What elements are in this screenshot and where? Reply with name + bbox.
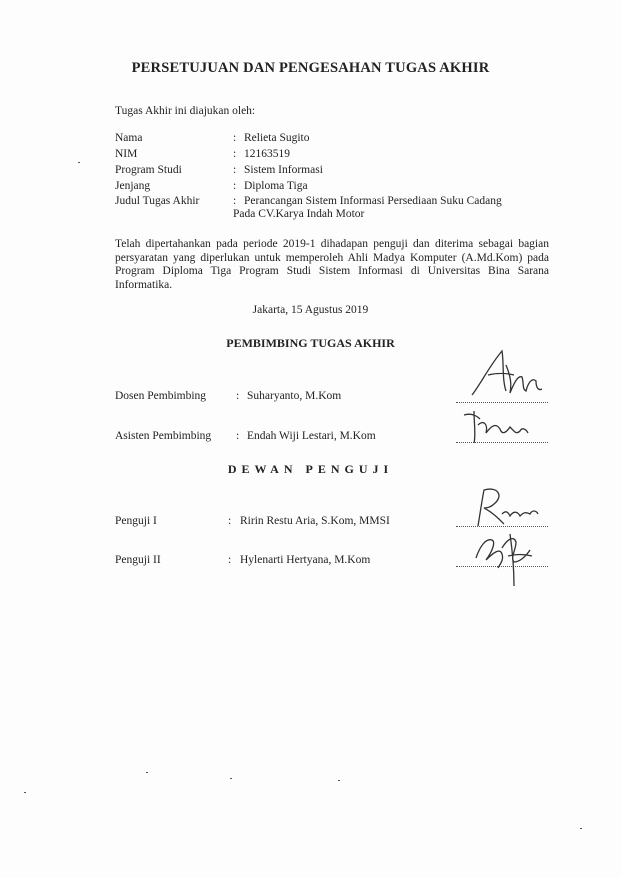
penguji-1-label: Penguji I — [115, 515, 157, 527]
colon: : — [236, 430, 240, 442]
name-label: Nama — [115, 132, 143, 144]
scan-speck — [580, 828, 582, 829]
colon: : — [233, 148, 237, 160]
nim-label: NIM — [115, 148, 138, 160]
intro-text: Tugas Akhir ini diajukan oleh: — [115, 105, 256, 117]
level-value: Diploma Tiga — [244, 180, 308, 192]
colon: : — [233, 195, 237, 207]
name-value: Relieta Sugito — [244, 132, 310, 144]
penguji-heading: DEWAN PENGUJI — [227, 462, 394, 476]
scan-speck — [338, 780, 340, 781]
approval-paragraph: Telah dipertahankan pada periode 2019-1 dihadapan penguji dan diterima sebagai bagian persyaratan yang diperlukan untuk memperoleh Ahli Madya Komputer (A.Md.Kom) pada Program Diploma Tiga Program Studi Sistem Informasi di Universitas Bina Sarana Informatika. — [115, 238, 549, 291]
colon: : — [228, 515, 232, 527]
signature-dosen-pembimbing — [462, 345, 552, 400]
colon: : — [233, 132, 237, 144]
colon: : — [233, 180, 237, 192]
colon: : — [236, 390, 240, 402]
scan-speck — [24, 792, 26, 793]
signature-line — [456, 402, 548, 403]
penguji-2-label: Penguji II — [115, 554, 161, 566]
program-label: Program Studi — [115, 164, 182, 176]
program-value: Sistem Informasi — [244, 164, 323, 176]
dosen-pembimbing-name: Suharyanto, M.Kom — [247, 390, 342, 402]
asisten-pembimbing-label: Asisten Pembimbing — [115, 430, 212, 442]
scan-speck — [230, 778, 232, 779]
nim-value: 12163519 — [244, 148, 290, 160]
penguji-1-name: Ririn Restu Aria, S.Kom, MMSI — [240, 515, 390, 527]
scan-speck — [78, 162, 80, 163]
document-title: PERSETUJUAN DAN PENGESAHAN TUGAS AKHIR — [131, 60, 490, 76]
thesis-title-label: Judul Tugas Akhir — [115, 195, 200, 207]
signature-penguji-2 — [470, 528, 550, 588]
scan-speck — [146, 772, 148, 773]
signature-asisten-pembimbing — [460, 405, 550, 450]
colon: : — [228, 554, 232, 566]
pembimbing-heading: PEMBIMBING TUGAS AKHIR — [226, 336, 395, 350]
colon: : — [233, 164, 237, 176]
asisten-pembimbing-name: Endah Wiji Lestari, M.Kom — [247, 430, 376, 442]
signature-penguji-1 — [468, 484, 558, 529]
thesis-title-value: Perancangan Sistem Informasi Persediaan Suku Cadang — [244, 195, 502, 207]
thesis-title-value-line2: Pada CV.Karya Indah Motor — [233, 208, 365, 220]
penguji-2-name: Hylenarti Hertyana, M.Kom — [240, 554, 371, 566]
place-date: Jakarta, 15 Agustus 2019 — [252, 304, 369, 316]
level-label: Jenjang — [115, 180, 151, 192]
dosen-pembimbing-label: Dosen Pembimbing — [115, 390, 207, 402]
